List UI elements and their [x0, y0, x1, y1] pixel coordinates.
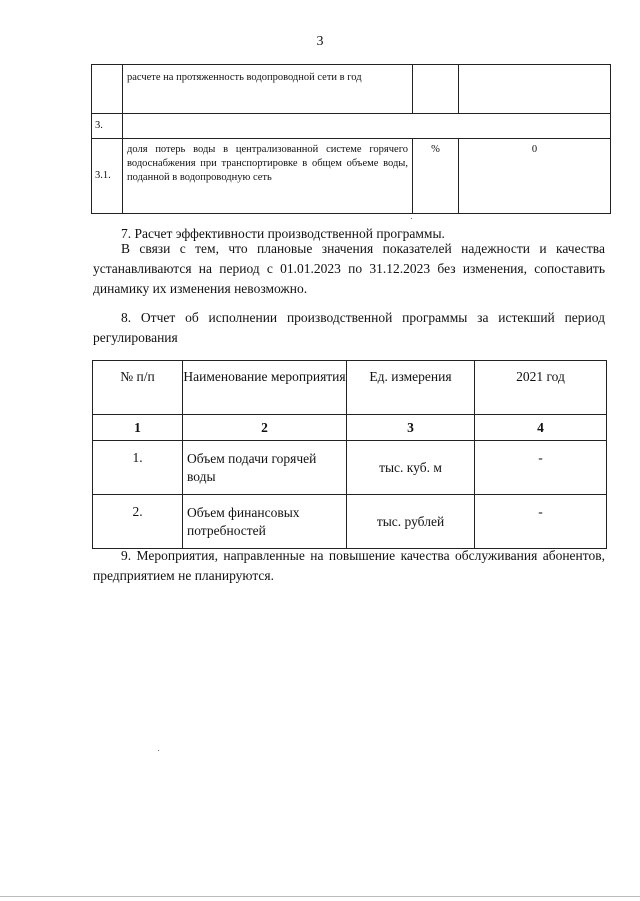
header-num: № п/п — [93, 361, 183, 415]
col-number-3: 3 — [347, 415, 475, 441]
page-number: 3 — [316, 34, 324, 49]
table-header-row — [93, 361, 607, 415]
table-row — [92, 139, 611, 214]
header-unit: Ед. измерения — [347, 361, 475, 415]
activity-value: - — [475, 495, 607, 549]
row-number: 2. — [93, 495, 183, 549]
indicator-description: расчете на протяженность водопроводной сети в год — [123, 65, 413, 114]
indicator-value — [459, 65, 611, 114]
activity-unit: тыс. куб. м — [347, 441, 475, 495]
section-row-empty — [123, 114, 611, 139]
table-row — [92, 65, 611, 114]
table-row — [92, 114, 611, 139]
table-row — [93, 441, 607, 495]
row-number — [92, 65, 123, 114]
page-edge-line — [0, 896, 640, 897]
activity-value: - — [475, 441, 607, 495]
row-number: 1. — [93, 441, 183, 495]
column-number-row — [93, 415, 607, 441]
row-number: 3. — [92, 114, 123, 139]
report-table — [92, 360, 607, 549]
section7-body: В связи с тем, что плановые значения показателей надежности и качества устанавливаются на период с 01.01.2023 по 31.12.2023 без изменения, сопоставить динамику их изменения невозможно. — [93, 241, 605, 296]
indicators-table — [91, 64, 611, 214]
indicator-unit: % — [413, 139, 459, 214]
indicator-value: 0 — [459, 139, 611, 214]
scan-speck — [158, 750, 159, 751]
row-number: 3.1. — [92, 139, 123, 214]
indicator-description: доля потерь воды в централизованной системе горячего водоснабжения при транспортировке в общем объеме воды, поданной в водопроводную сеть — [123, 139, 413, 214]
section7-heading: 7. Расчет эффективности производственной программы. — [121, 226, 445, 241]
section9-text: 9. Мероприятия, направленные на повышение качества обслуживания абонентов, предприятием не планируются. — [93, 548, 605, 583]
col-number-4: 4 — [475, 415, 607, 441]
col-number-2: 2 — [183, 415, 347, 441]
activity-name: Объем подачи горячей воды — [183, 441, 347, 495]
activity-name: Объем финансовых потребностей — [183, 495, 347, 549]
section8-heading: 8. Отчет об исполнении производственной программы за истекший период регулирования — [93, 310, 605, 345]
activity-unit: тыс. рублей — [347, 495, 475, 549]
header-year: 2021 год — [475, 361, 607, 415]
header-name: Наименование мероприятия — [183, 361, 347, 415]
table-row — [93, 495, 607, 549]
indicator-unit — [413, 65, 459, 114]
scan-speck — [411, 218, 412, 219]
col-number-1: 1 — [93, 415, 183, 441]
